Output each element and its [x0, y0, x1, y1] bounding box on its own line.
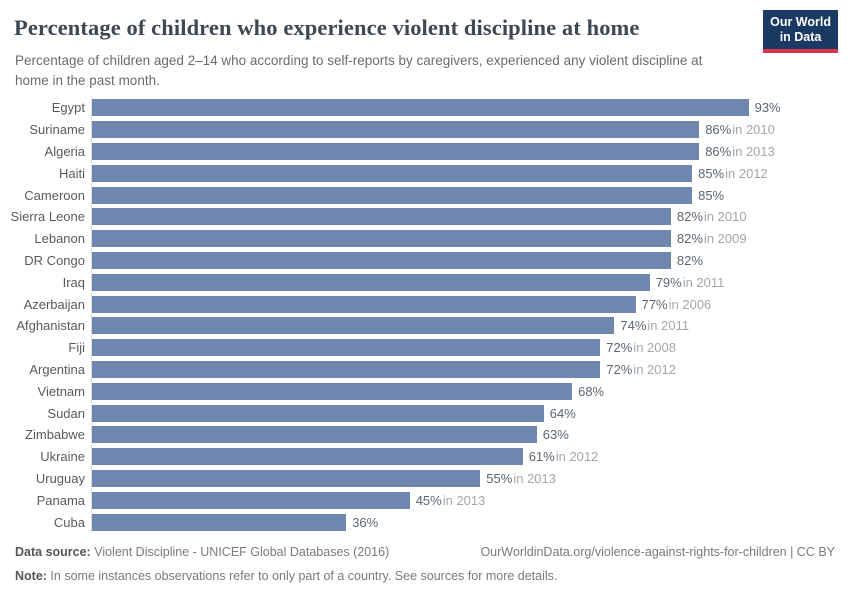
country-label: DR Congo: [24, 252, 85, 268]
note-text: In some instances observations refer to only part of a country. See sources for more details.: [46, 568, 558, 583]
value-number: 64%: [549, 405, 576, 421]
year-label: in 2012: [725, 165, 768, 181]
bar[interactable]: [92, 296, 636, 313]
bar[interactable]: [92, 514, 346, 531]
value-label: [416, 493, 486, 508]
source-url[interactable]: OurWorldinData.org/violence-against-rights-for-children | CC BY: [480, 545, 835, 559]
country-label: Uruguay: [35, 470, 85, 486]
bar[interactable]: [92, 426, 537, 443]
value-label: [677, 231, 747, 246]
data-source-text: Violent Discipline - UNICEF Global Databases (2016): [90, 545, 390, 559]
bar[interactable]: [92, 470, 480, 487]
country-label: Afghanistan: [16, 318, 85, 334]
value-number: 82%: [676, 209, 703, 225]
bar-chart: [0, 97, 781, 533]
country-label: Azerbaijan: [23, 296, 85, 312]
bar-row: [0, 446, 781, 468]
country-label: Ukraine: [40, 449, 85, 465]
country-label: Vietnam: [37, 383, 85, 399]
value-label: [529, 449, 599, 464]
country-label: Haiti: [58, 165, 85, 181]
bar[interactable]: [92, 230, 671, 247]
bar-row: [0, 511, 781, 533]
country-label: Sudan: [47, 405, 85, 421]
country-label: Fiji: [68, 340, 85, 356]
value-label: [606, 362, 676, 377]
bar[interactable]: [92, 165, 692, 182]
bar-row: [0, 271, 781, 293]
value-number: 86%: [705, 143, 732, 159]
y-axis-line: [91, 97, 92, 533]
bar-row: [0, 359, 781, 381]
value-number: 63%: [542, 427, 569, 443]
bar[interactable]: [92, 361, 600, 378]
bar-row: [0, 206, 781, 228]
bar-row: [0, 97, 781, 119]
country-label: Cuba: [53, 514, 85, 530]
bar-row: [0, 228, 781, 250]
year-label: in 2006: [668, 296, 712, 312]
value-number: 45%: [415, 492, 442, 508]
value-label: [642, 297, 712, 312]
value-label: [486, 471, 556, 486]
year-label: in 2009: [703, 231, 747, 247]
bar-row: [0, 315, 781, 337]
bar[interactable]: [92, 143, 699, 160]
value-label: [755, 100, 781, 115]
country-label: Egypt: [51, 100, 85, 116]
owid-logo-line2: in Data: [779, 29, 822, 44]
value-number: 72%: [606, 340, 633, 356]
value-number: 55%: [486, 470, 513, 486]
chart-footer: [15, 545, 835, 584]
bar-row: [0, 162, 781, 184]
value-label: [656, 275, 725, 290]
value-number: 85%: [698, 165, 725, 181]
year-label: in 2011: [682, 274, 725, 290]
year-label: in 2010: [703, 209, 747, 225]
year-label: in 2010: [732, 122, 775, 138]
value-label: [352, 515, 378, 530]
bar-row: [0, 489, 781, 511]
owid-logo[interactable]: [763, 10, 838, 53]
bar[interactable]: [92, 339, 600, 356]
country-label: Cameroon: [24, 187, 85, 203]
country-label: Lebanon: [34, 231, 85, 247]
bar-row: [0, 293, 781, 315]
value-number: 93%: [754, 100, 781, 116]
country-label: Algeria: [44, 143, 85, 159]
bar[interactable]: [92, 317, 614, 334]
bar-row: [0, 468, 781, 490]
bar[interactable]: [92, 492, 410, 509]
value-number: 77%: [641, 296, 668, 312]
value-label: [620, 318, 689, 333]
country-label: Argentina: [29, 361, 85, 377]
value-label: [698, 166, 768, 181]
value-number: 61%: [528, 449, 555, 465]
bar[interactable]: [92, 99, 749, 116]
value-number: 72%: [606, 361, 633, 377]
value-label: [578, 384, 604, 399]
year-label: in 2012: [633, 361, 676, 377]
value-number: 68%: [578, 383, 605, 399]
value-number: 85%: [698, 187, 725, 203]
value-label: [543, 427, 569, 442]
owid-logo-line1: Our World: [770, 15, 831, 29]
year-label: in 2011: [647, 318, 690, 334]
value-number: 86%: [705, 122, 732, 138]
country-label: Sierra Leone: [10, 209, 85, 225]
value-label: [698, 188, 724, 203]
bar-rows: [0, 97, 781, 533]
bar-row: [0, 250, 781, 272]
bar[interactable]: [92, 121, 699, 138]
bar-row: [0, 141, 781, 163]
country-label: Iraq: [62, 274, 85, 290]
value-number: 74%: [620, 318, 647, 334]
value-label: [550, 406, 576, 421]
year-label: in 2013: [732, 143, 775, 159]
year-label: in 2013: [442, 492, 486, 508]
value-number: 36%: [352, 514, 379, 530]
value-number: 79%: [655, 274, 682, 290]
value-label: [677, 209, 747, 224]
note: [15, 569, 835, 585]
year-label: in 2012: [555, 449, 599, 465]
value-label: [705, 122, 775, 137]
bar[interactable]: [92, 383, 572, 400]
bar-row: [0, 337, 781, 359]
year-label: in 2013: [513, 470, 556, 486]
bar[interactable]: [92, 252, 671, 269]
country-label: Panama: [36, 492, 85, 508]
chart-subtitle: Percentage of children aged 2–14 who according to self-reports by caregivers, experienced any violent discipline at home in the past month.: [15, 53, 703, 89]
country-label: Suriname: [29, 122, 85, 138]
bar-row: [0, 380, 781, 402]
bar[interactable]: [92, 274, 650, 291]
value-label: [705, 144, 775, 159]
chart-header: [0, 0, 850, 92]
value-number: 82%: [676, 231, 703, 247]
bar[interactable]: [92, 448, 523, 465]
page-title: Percentage of children who experience violent discipline at home: [14, 15, 640, 40]
value-label: [606, 340, 676, 355]
year-label: in 2008: [633, 340, 676, 356]
bar-row: [0, 424, 781, 446]
bar[interactable]: [92, 208, 671, 225]
bar-row: [0, 184, 781, 206]
data-source-label: Data source:: [15, 545, 91, 559]
bar[interactable]: [92, 405, 544, 422]
country-label: Zimbabwe: [25, 427, 85, 443]
bar[interactable]: [92, 187, 692, 204]
value-label: [677, 253, 703, 268]
note-label: Note:: [15, 568, 47, 583]
bar-row: [0, 119, 781, 141]
bar-row: [0, 402, 781, 424]
data-source: [15, 545, 389, 561]
value-number: 82%: [676, 252, 703, 268]
